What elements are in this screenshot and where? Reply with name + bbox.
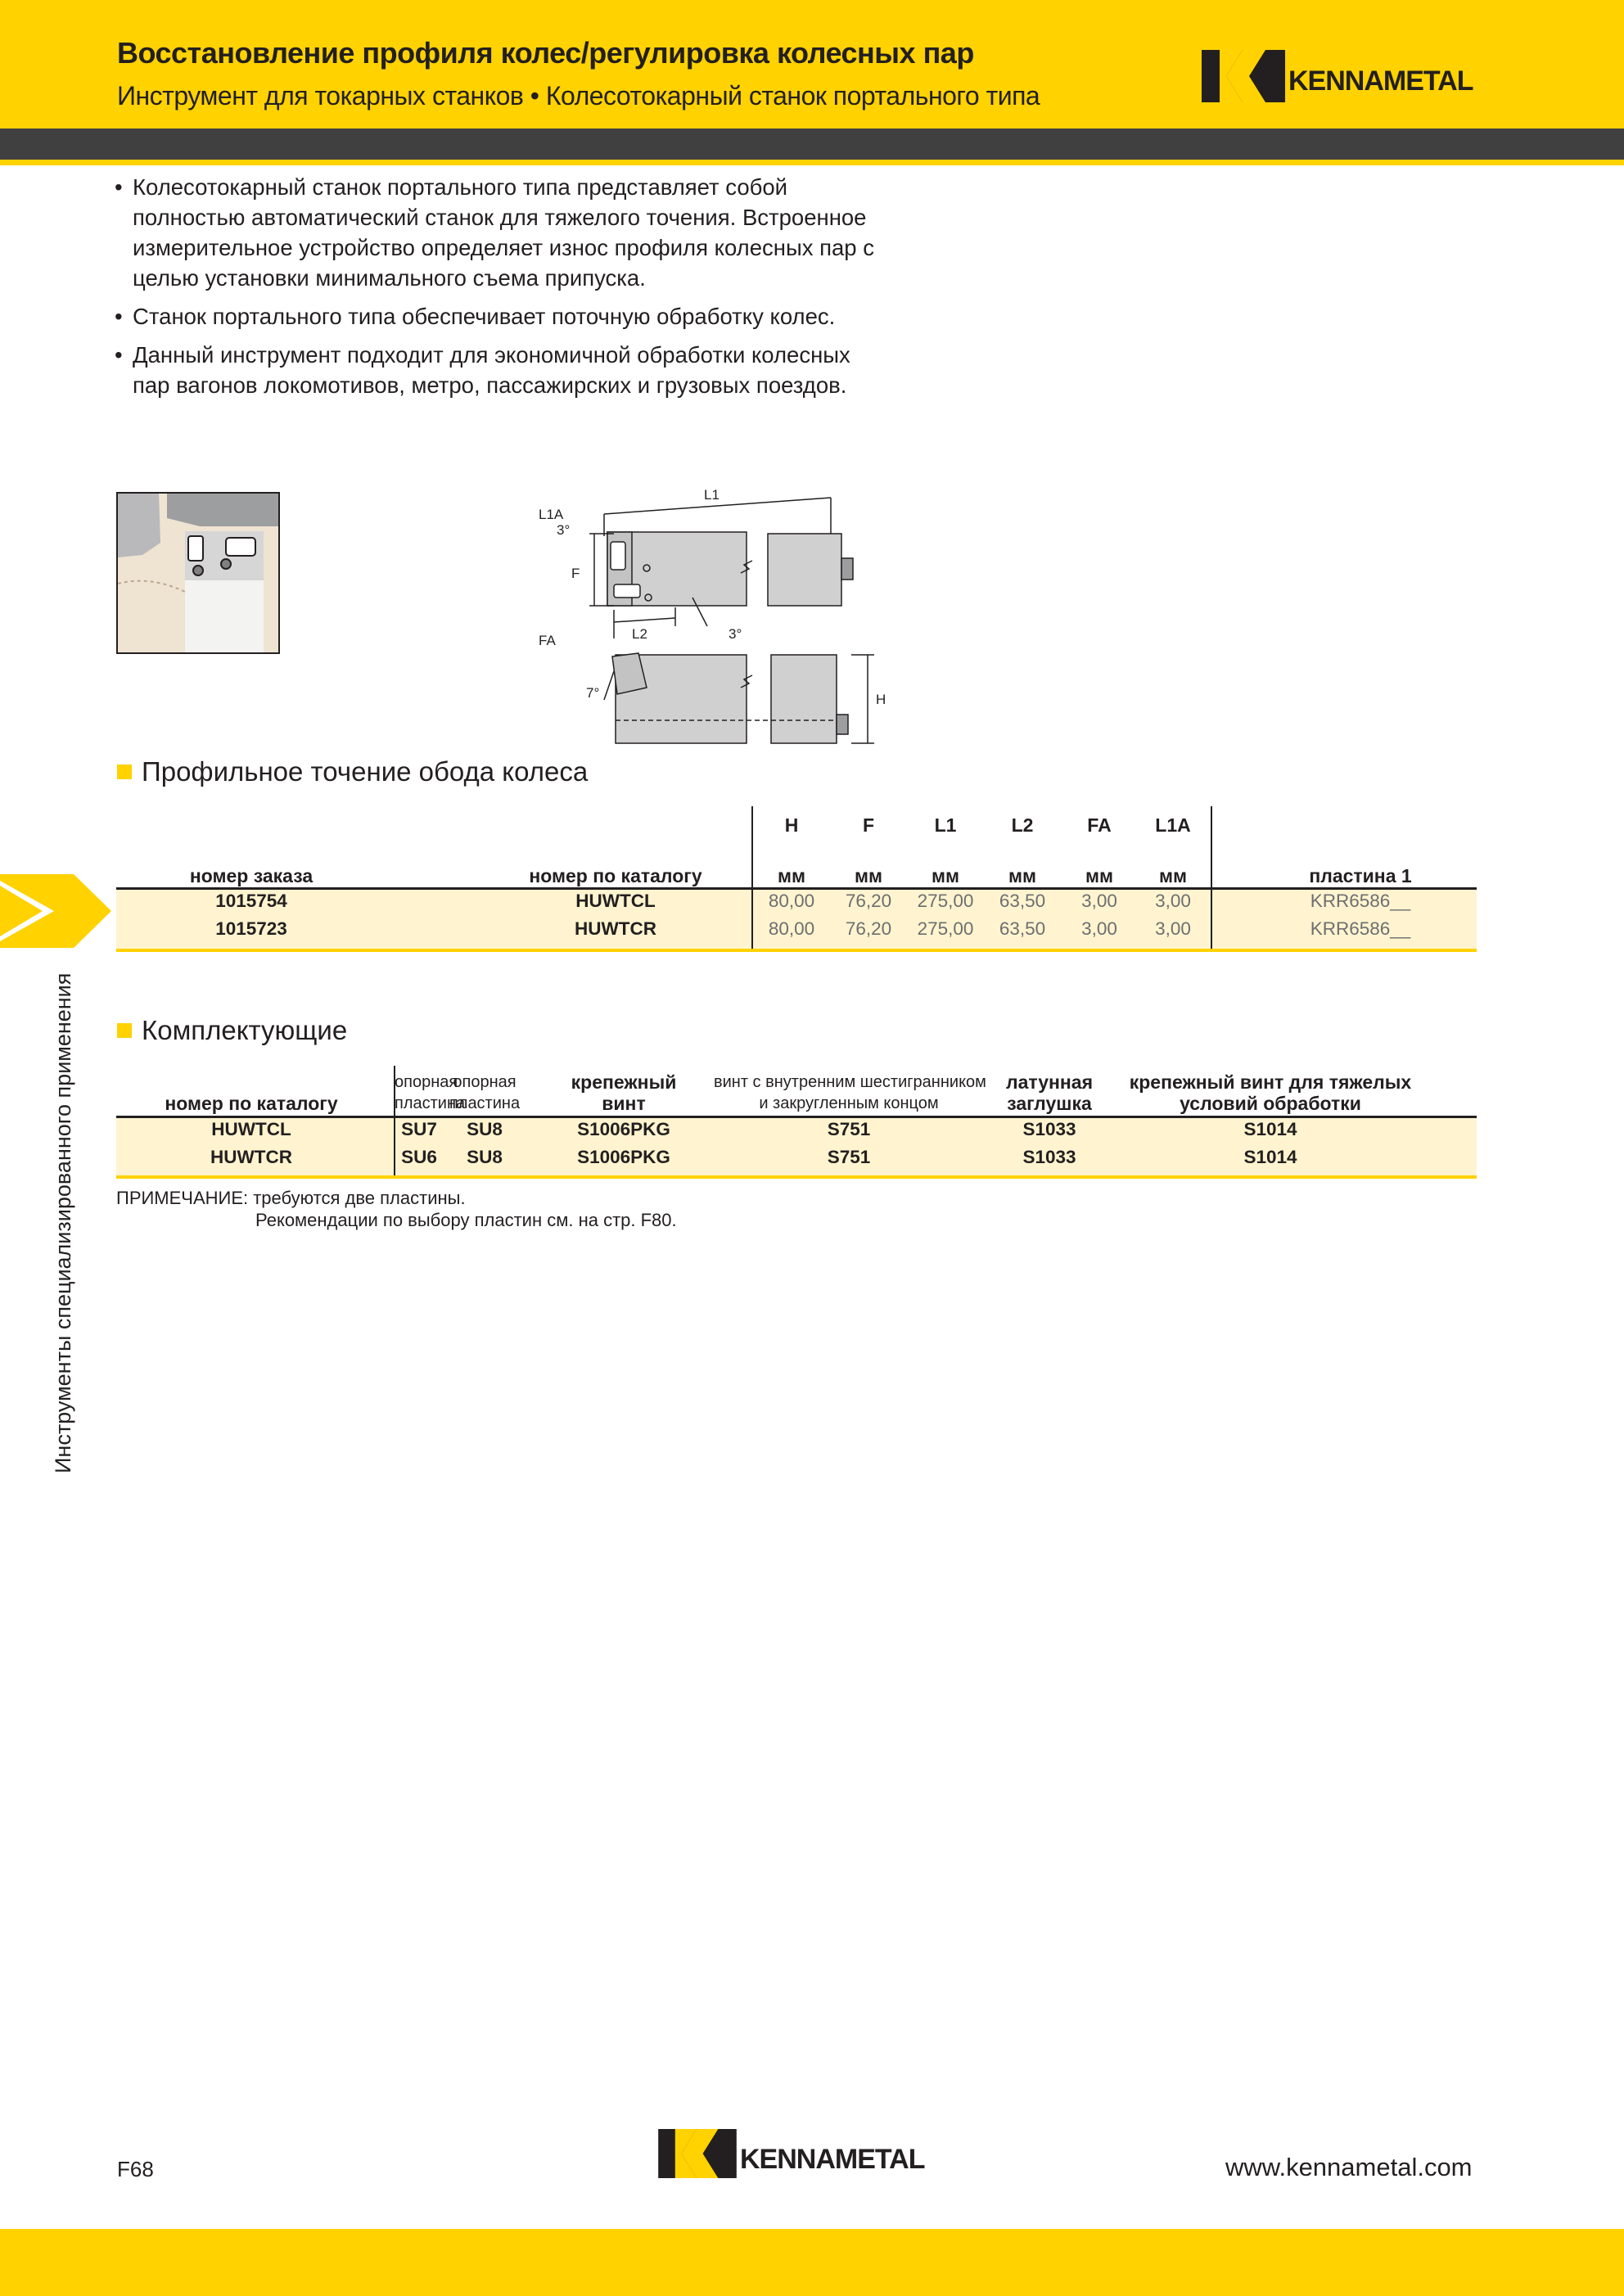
drawing-label-l1a: L1A <box>539 507 564 522</box>
tool-photo <box>116 492 280 654</box>
tool-dimension-drawing <box>532 483 900 753</box>
logo-wordmark: KENNAMETAL <box>1288 65 1473 97</box>
section-title-components: Комплектующие <box>117 1015 347 1046</box>
drawing-label-h: H <box>876 692 886 707</box>
column-header-catalog-number: номер по каталогу <box>529 865 702 886</box>
yellow-square-icon <box>117 1023 132 1038</box>
footer-logo <box>658 2129 924 2178</box>
unit-label: мм <box>1085 865 1114 886</box>
section-chevron-icon <box>0 874 111 948</box>
kennametal-k-icon <box>1202 50 1285 102</box>
sidebar-section-label: Инструменты специализированного применения <box>51 972 75 1473</box>
footer-band <box>0 2229 1624 2296</box>
unit-label: мм <box>931 865 960 886</box>
column-header-fa: FA <box>1087 814 1112 836</box>
column-header-catalog-number: номер по каталогу <box>165 1093 338 1114</box>
column-header-h: H <box>784 814 799 836</box>
yellow-square-icon <box>117 765 132 779</box>
intro-bullet: • Станок портального типа обеспечивает поточную обработку колес. <box>115 304 836 329</box>
drawing-label-l1: L1 <box>704 487 720 503</box>
drawing-label-angle: 3° <box>729 626 742 642</box>
column-header-insert: пластина 1 <box>1309 865 1412 886</box>
column-header-order-number: номер заказа <box>189 865 314 886</box>
page-subtitle: Инструмент для токарных станков • Колесотокарный станок портального типа <box>117 81 1040 111</box>
kennametal-k-icon <box>658 2129 737 2178</box>
column-header-l1a: L1A <box>1155 814 1191 836</box>
intro-bullets <box>115 172 892 408</box>
header-gray-band <box>0 129 1624 160</box>
column-header-f: F <box>862 814 875 836</box>
column-header-l1: L1 <box>934 814 957 836</box>
intro-bullet: • Колесотокарный станок портального типа представляет собой полностью автоматический станок для тяжелого точения. Встроенное измерительное устройство определяет износ профиля колесных пар с целью установки минимального съема припуска. <box>115 174 874 291</box>
page-title: Восстановление профиля колес/регулировка колесных пар <box>117 36 974 70</box>
website-link[interactable]: www.kennametal.com <box>1225 2153 1473 2181</box>
drawing-label-f: F <box>571 566 580 581</box>
drawing-label-fa: FA <box>539 633 556 648</box>
intro-bullet: • Данный инструмент подходит для экономичной обработки колесных пар вагонов локомотивов, метро, пассажирских и грузовых поездов. <box>115 342 850 398</box>
column-header-l2: L2 <box>1011 814 1034 836</box>
note-line: ПРИМЕЧАНИЕ: требуются две пластины. <box>116 1188 466 1208</box>
drawing-label-angle: 7° <box>586 685 600 701</box>
unit-label: мм <box>1158 865 1188 886</box>
page-number: F68 <box>117 2157 154 2181</box>
header-logo <box>1202 50 1473 102</box>
wheel-profiling-table: H F L1 L2 FA L1A номер заказа номер по каталогу мм мм мм мм мм мм пластина 1 1015754 HUWTCL 80,00 76,20 275,00 63,50 3,00 3,00 KRR6586__ 1015723 HUWTCR 80,00 76,20 275,00 63,50 3,00 3,00 KRR6586__ <box>116 806 1477 954</box>
drawing-label-angle: 3° <box>557 522 571 538</box>
header-yellow-stripe <box>0 160 1624 165</box>
components-table: опорная пластина опорная пластина крепежный винт винт с внутренним шестигранником и закругленным концом латунная заглушка крепежный винт для тяжелых условий обработки номер по каталогу HUWTCL SU7 SU8 S1006PKG S751 S1033 S1014 HUWTCR SU6 SU8 S1006PKG S751 S1033 S1014 <box>116 1064 1477 1179</box>
section-title-wheel-profiling: Профильное точение обода колеса <box>117 756 588 787</box>
logo-wordmark: KENNAMETAL <box>740 2143 925 2175</box>
unit-label: мм <box>777 865 806 886</box>
note-line: Рекомендации по выбору пластин см. на стр. F80. <box>255 1210 677 1230</box>
unit-label: мм <box>854 865 883 886</box>
drawing-label-l2: L2 <box>632 626 647 642</box>
unit-label: мм <box>1008 865 1037 886</box>
note <box>116 1187 677 1231</box>
